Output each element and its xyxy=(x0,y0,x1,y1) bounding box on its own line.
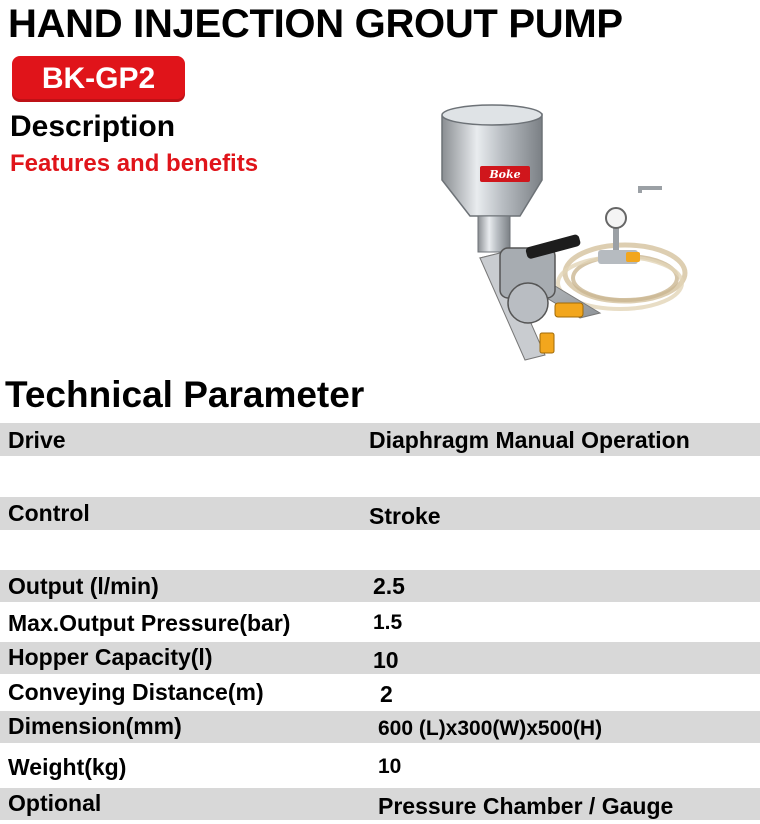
param-value: Stroke xyxy=(369,503,441,529)
description-heading: Description xyxy=(10,110,176,143)
param-label: Drive xyxy=(8,427,66,453)
table-row xyxy=(0,751,760,785)
param-label: Control xyxy=(8,500,90,526)
param-label: Optional xyxy=(8,790,102,816)
param-value: 600 (L)x300(W)x500(H) xyxy=(378,717,603,740)
table-row xyxy=(0,642,760,674)
param-label: Conveying Distance(m) xyxy=(8,679,264,705)
param-value: 10 xyxy=(373,647,399,673)
grout-pump-image xyxy=(430,98,700,368)
table-row xyxy=(0,497,760,530)
features-subheading: Features and benefits xyxy=(10,150,259,177)
table-row xyxy=(0,423,760,456)
technical-parameter-heading: Technical Parameter xyxy=(5,374,365,415)
param-value: 10 xyxy=(378,755,402,778)
param-value: 1.5 xyxy=(373,611,403,634)
table-row xyxy=(0,676,760,710)
param-label: Hopper Capacity(l) xyxy=(8,644,213,670)
param-value: Pressure Chamber / Gauge xyxy=(378,793,674,819)
param-label: Weight(kg) xyxy=(8,754,127,780)
param-value: 2.5 xyxy=(373,573,405,599)
model-badge: BK-GP2 xyxy=(12,56,185,102)
table-row xyxy=(0,788,760,820)
brand-logo: Boke xyxy=(489,168,521,181)
page-title: HAND INJECTION GROUT PUMP xyxy=(8,2,623,46)
table-row xyxy=(0,570,760,602)
table-row xyxy=(0,606,760,640)
param-label: Output (l/min) xyxy=(8,573,159,599)
param-value: 2 xyxy=(380,681,393,707)
param-label: Dimension(mm) xyxy=(8,713,182,739)
param-value: Diaphragm Manual Operation xyxy=(369,427,690,453)
table-row xyxy=(0,711,760,743)
param-label: Max.Output Pressure(bar) xyxy=(8,610,291,636)
